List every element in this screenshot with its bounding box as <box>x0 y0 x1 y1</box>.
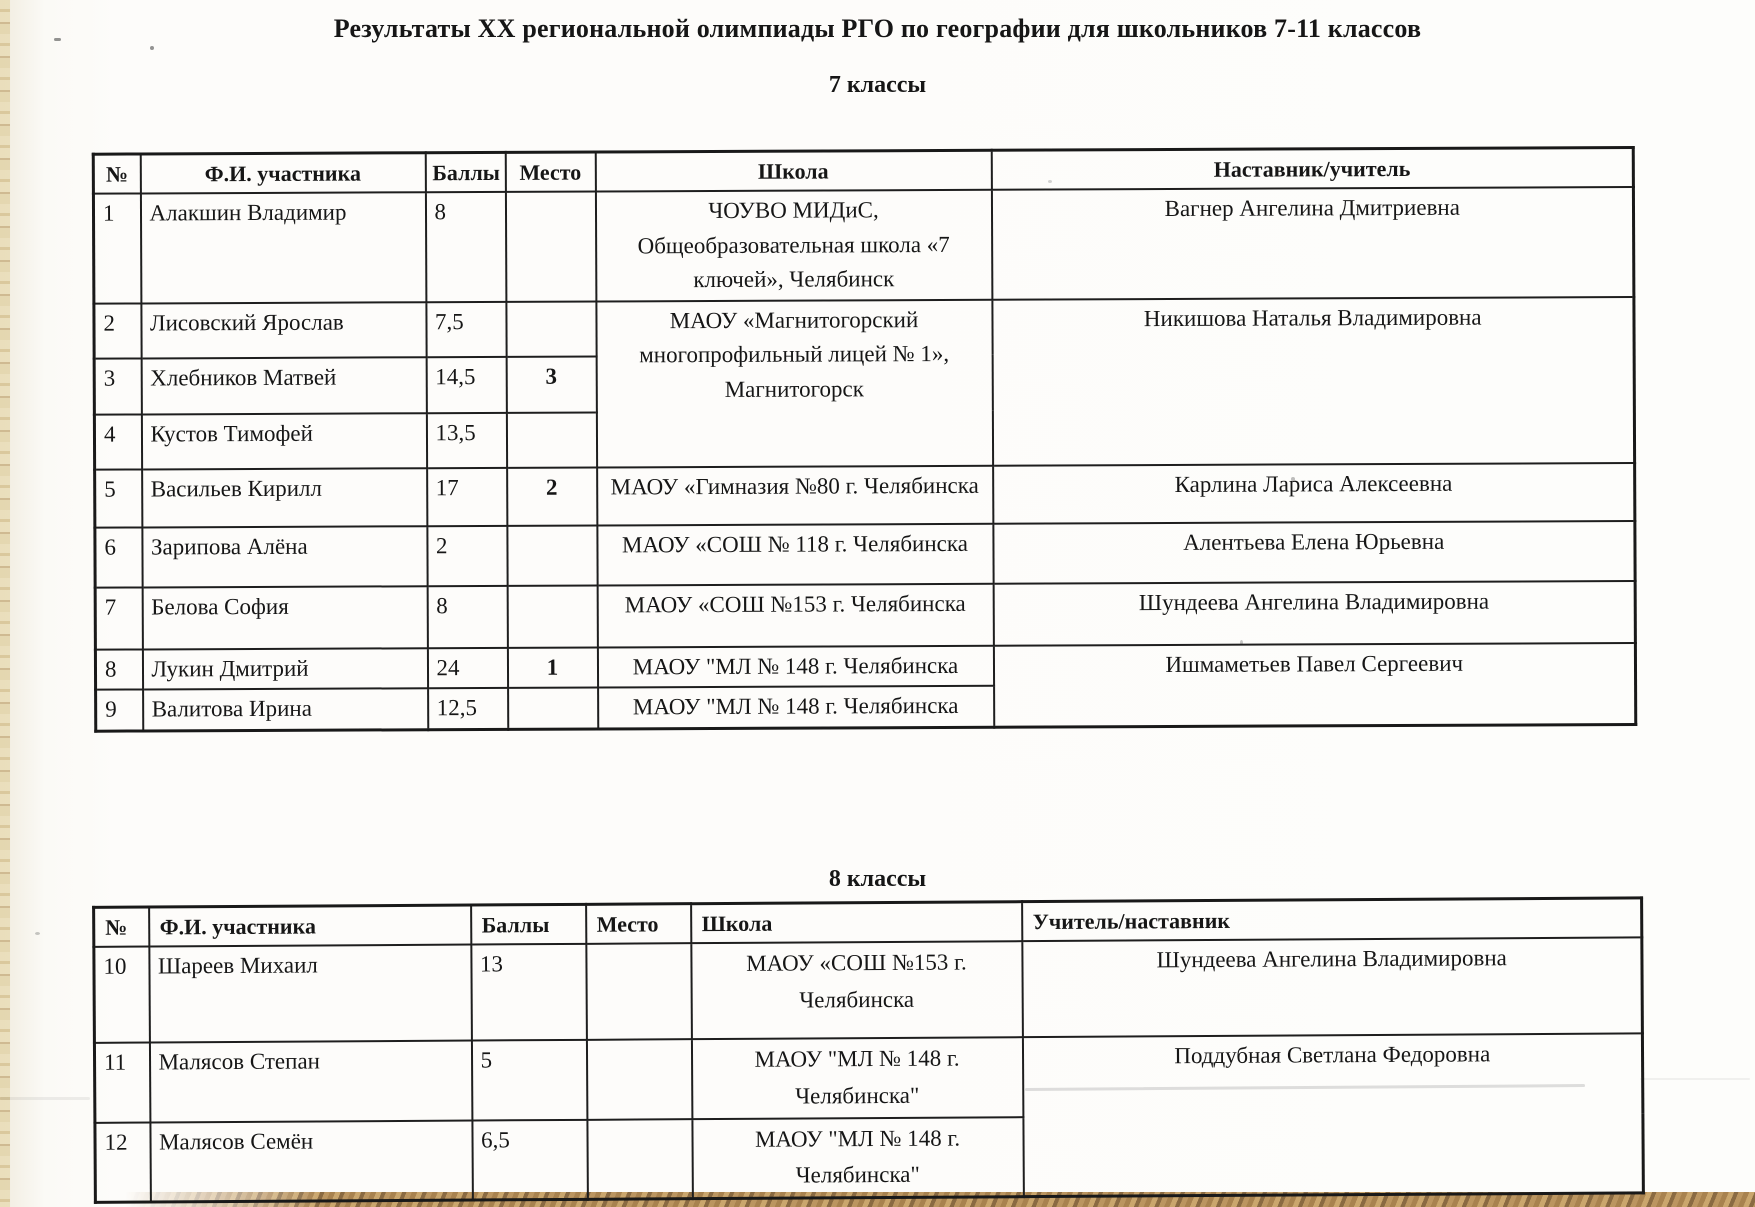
results-table-7-classes <box>92 146 1638 732</box>
cell-score: 2 <box>427 525 507 585</box>
cell-place <box>586 1039 691 1119</box>
cell-place <box>587 1119 692 1200</box>
header-num: № <box>94 907 149 947</box>
results-table-8-classes <box>92 896 1645 1204</box>
section-heading-7-classes: 7 классы <box>828 72 927 98</box>
cell-score: 13,5 <box>426 412 506 467</box>
scan-streak <box>1640 1078 1750 1080</box>
cell-num: 5 <box>95 469 142 527</box>
header-teacher: Учитель/наставник <box>1022 898 1642 941</box>
cell-score: 12,5 <box>428 688 508 729</box>
scan-speck <box>35 932 40 935</box>
cell-place <box>507 585 597 647</box>
cell-score: 7,5 <box>426 301 506 356</box>
cell-num: 8 <box>95 649 142 690</box>
cell-name: Валитова Ирина <box>143 688 428 730</box>
section-heading-8-classes: 8 классы <box>828 866 927 892</box>
cell-teacher: Вагнер Ангелина Дмитриевна <box>991 187 1633 299</box>
cell-num: 4 <box>94 414 141 469</box>
cell-place: 3 <box>506 356 596 412</box>
cell-num: 7 <box>95 587 142 649</box>
table-row <box>94 1033 1642 1122</box>
cell-score: 5 <box>471 1040 586 1120</box>
cell-num: 10 <box>94 946 150 1042</box>
cell-score: 17 <box>427 467 507 525</box>
cell-num: 6 <box>95 527 142 587</box>
cell-num: 1 <box>93 193 140 303</box>
table-row <box>95 580 1635 649</box>
cell-score: 14,5 <box>426 356 506 412</box>
header-place: Место <box>586 904 691 944</box>
table-header-row <box>93 147 1633 193</box>
table-row <box>95 642 1635 689</box>
scan-left-edge <box>0 0 10 1207</box>
cell-name: Лисовский Ярослав <box>141 302 426 358</box>
cell-school: МАОУ «СОШ №153 г. Челябинска <box>597 583 993 647</box>
cell-place: 1 <box>507 647 597 688</box>
cell-school: МАОУ «СОШ № 118 г. Челябинска <box>597 523 993 585</box>
cell-place: 2 <box>507 467 597 525</box>
header-school: Школа <box>691 902 1022 944</box>
cell-teacher: Шундеева Ангелина Владимировна <box>993 580 1635 645</box>
document-title: Результаты XX региональной олимпиады РГО по географии для школьников 7-11 классов <box>333 14 1422 43</box>
cell-teacher: Шундеева Ангелина Владимировна <box>1022 937 1643 1037</box>
cell-name: Хлебников Матвей <box>141 357 426 414</box>
cell-name: Зарипова Алёна <box>142 526 427 587</box>
cell-num: 12 <box>95 1122 150 1202</box>
header-place: Место <box>505 152 595 192</box>
cell-name: Васильев Кирилл <box>142 468 427 527</box>
cell-school: МАОУ "МЛ № 148 г. Челябинска <box>598 686 994 729</box>
cell-school: МАОУ "МЛ № 148 г. Челябинска" <box>692 1117 1023 1199</box>
header-teacher: Наставник/учитель <box>991 147 1633 189</box>
cell-score: 8 <box>425 192 505 302</box>
cell-school: МАОУ "МЛ № 148 г. Челябинска <box>597 645 993 687</box>
cell-score: 24 <box>427 647 507 688</box>
table-row <box>94 296 1634 358</box>
scan-streak <box>0 1097 90 1100</box>
cell-num: 2 <box>94 303 141 358</box>
cell-num: 11 <box>94 1042 149 1122</box>
cell-teacher: Поддубная Светлана Федоровна <box>1022 1033 1643 1196</box>
cell-name: Малясов Семён <box>150 1120 472 1202</box>
cell-score: 6,5 <box>472 1119 587 1200</box>
cell-teacher: Карлина Лариса Алексеевна <box>993 462 1635 523</box>
table-row <box>94 937 1643 1042</box>
table-row <box>95 520 1635 587</box>
cell-name: Алакшин Владимир <box>140 192 425 303</box>
cell-num: 3 <box>94 358 141 414</box>
cell-school: ЧОУВО МИДиС, Общеобразовательная школа «7 ключей», Челябинск <box>595 190 991 301</box>
cell-place <box>508 687 598 728</box>
header-score: Баллы <box>471 904 586 944</box>
cell-name: Шареев Михаил <box>149 945 472 1043</box>
cell-school: МАОУ "МЛ № 148 г. Челябинска" <box>691 1037 1022 1119</box>
header-name: Ф.И. участника <box>140 153 425 194</box>
cell-name: Белова София <box>142 586 427 649</box>
cell-num: 9 <box>96 689 143 730</box>
header-score: Баллы <box>425 152 505 192</box>
cell-place <box>506 301 596 356</box>
cell-place <box>505 191 595 301</box>
cell-school: МАОУ «СОШ №153 г. Челябинска <box>691 941 1023 1039</box>
table-row <box>93 187 1633 303</box>
scan-speck <box>150 46 154 50</box>
cell-score: 13 <box>471 944 587 1041</box>
header-name: Ф.И. участника <box>149 905 471 946</box>
cell-place <box>586 943 692 1040</box>
table-row <box>95 462 1635 527</box>
cell-teacher: Ишмаметьев Павел Сергеевич <box>993 642 1635 726</box>
cell-score: 8 <box>427 585 507 647</box>
cell-name: Малясов Степан <box>149 1041 471 1123</box>
cell-name: Лукин Дмитрий <box>142 648 427 690</box>
header-school: Школа <box>595 150 991 191</box>
cell-school: МАОУ «Магнитогорский многопрофильный лицей № 1», Магнитогорск <box>596 299 993 467</box>
cell-place <box>506 412 596 467</box>
header-num: № <box>93 154 140 194</box>
cell-place <box>507 525 597 585</box>
cell-teacher: Алентьева Елена Юрьевна <box>993 520 1635 583</box>
cell-name: Кустов Тимофей <box>141 413 426 469</box>
cell-teacher: Никишова Наталья Владимировна <box>992 296 1635 465</box>
cell-school: МАОУ «Гимназия №80 г. Челябинска <box>597 465 993 525</box>
